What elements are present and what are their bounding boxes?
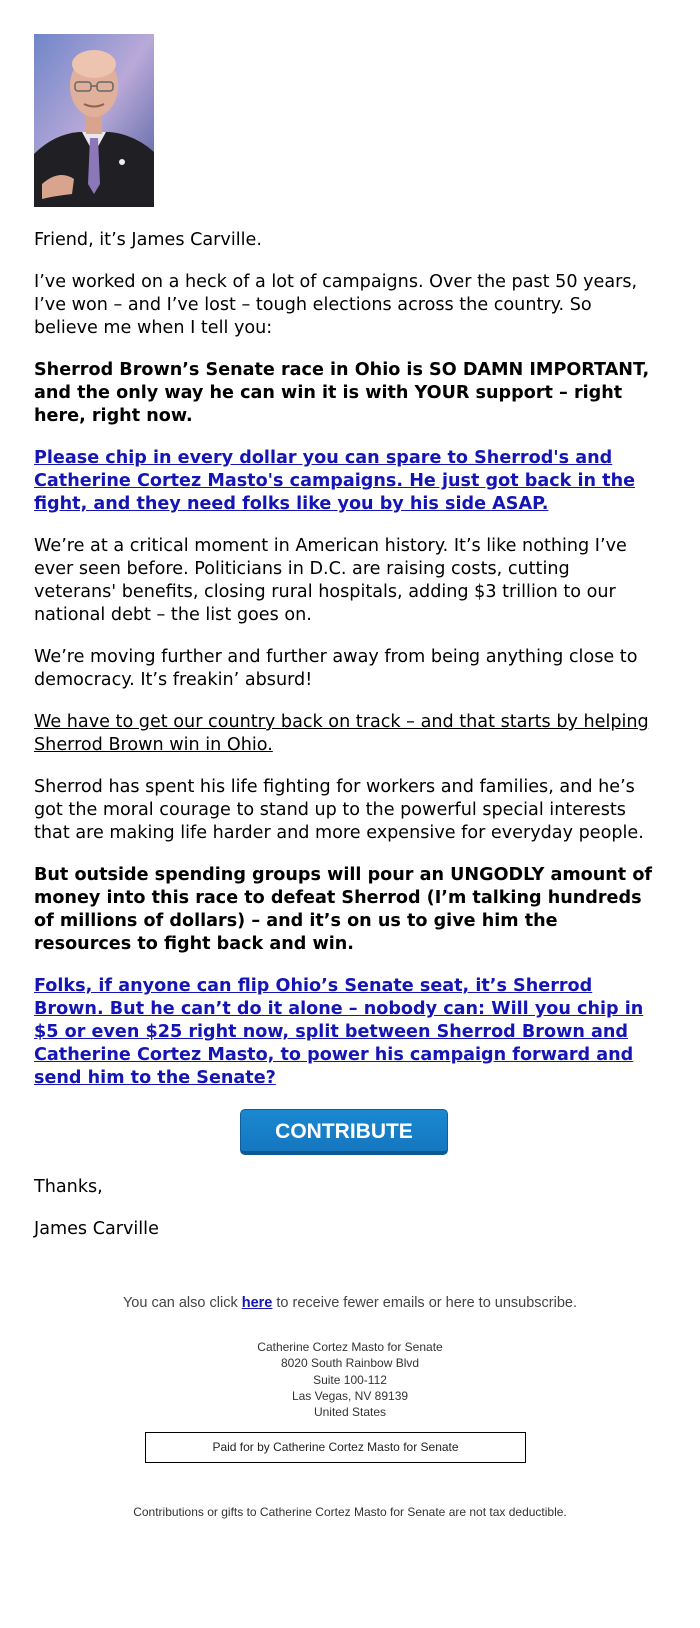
tax-disclaimer: Contributions or gifts to Catherine Cortez Masto for Senate are not tax deductible. [133,1505,567,1519]
paid-for-disclaimer: Paid for by Catherine Cortez Masto for Senate [145,1432,526,1463]
greeting: Friend, it’s James Carville. [34,230,262,250]
critical-moment-paragraph: We’re at a critical moment in American history. It’s like nothing I’ve ever seen before. Politicians in D.C. are raising costs, cutting veterans' benefits, closing rural hospitals, adding $3 trillion to our national debt – the list goes on. [34,536,627,625]
signature: James Carville [34,1219,159,1239]
mailing-address: Catherine Cortez Masto for Senate 8020 South Rainbow Blvd Suite 100-112 Las Vegas, NV 89139 United States [257,1340,443,1420]
intro-paragraph: I’ve worked on a heck of a lot of campaigns. Over the past 50 years, I’ve won – and I’ve lost – tough elections across the country. So believe me when I tell you: [34,272,638,338]
sherrod-record-paragraph: Sherrod has spent his life fighting for workers and families, and he’s got the moral courage to stand up to the powerful special interests that are making life harder and more expensive for everyday people. [34,777,644,843]
donate-link-chip-in[interactable]: Please chip in every dollar you can spare to Sherrod's and Catherine Cortez Masto's campaigns. He just got back in the fight, and they need folks like you by his side ASAP. [34,448,636,514]
donate-link-flip-ohio[interactable]: Folks, if anyone can flip Ohio’s Senate seat, it’s Sherrod Brown. But he can’t do it alone – nobody can: Will you chip in $5 or even $25 right now, split between Sherrod Brown and Catherine Cortez Masto, to power his campaign forward and send him to the Senate? [34,976,644,1088]
bold-paragraph-importance: Sherrod Brown’s Senate race in Ohio is SO DAMN IMPORTANT, and the only way he can win it is with YOUR support – right here, right now. [34,360,650,426]
outside-spending-paragraph: But outside spending groups will pour an UNGODLY amount of money into this race to defeat Sherrod (I’m talking hundreds of millions of dollars) – and it’s on us to give him the resources to fight back and win. [34,865,653,954]
contribute-button[interactable]: CONTRIBUTE [240,1109,448,1155]
underlined-paragraph: We have to get our country back on track – and that starts by helping Sherrod Brown win in Ohio. [34,712,649,755]
thanks-text: Thanks, [34,1177,103,1197]
democracy-paragraph: We’re moving further and further away from being anything close to democracy. It’s freakin’ absurd! [34,647,638,690]
person-portrait-icon [34,34,154,207]
email-body [34,34,654,1241]
fewer-emails-line: You can also click here to receive fewer emails or here to unsubscribe. [122,1295,578,1311]
fewer-emails-link[interactable]: here [241,1295,273,1311]
